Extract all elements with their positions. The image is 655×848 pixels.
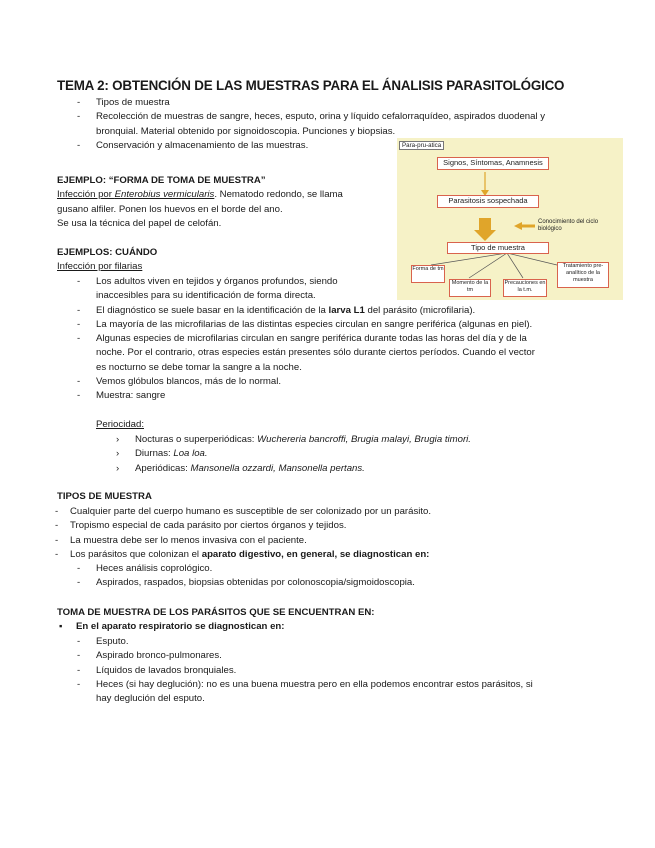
list-item: - Recolección de muestras de sangre, heces, esputo, orina y líquido cefalorraquídeo, aspirados duodenal y — [77, 111, 546, 123]
connector-line — [431, 253, 507, 265]
toma-bullet — [59, 620, 636, 634]
periocidad-section — [96, 418, 596, 432]
paragraph-line: Se usa la técnica del papel de celofán. — [57, 217, 222, 229]
list-item: - Vemos glóbulos blancos, más de lo normal. — [77, 376, 282, 388]
note-ciclo: Conocimiento del ciclo biológico — [538, 219, 599, 232]
list-item: - Aspirado bronco-pulmonares. — [77, 650, 222, 662]
list-item-continuation: bronquial. Material obtenido por signoidoscopia. Punciones y biopsias. — [96, 125, 396, 137]
list-item: - Heces análisis coprológico. — [77, 563, 213, 574]
list-item: - Los parásitos que colonizan el aparato digestivo, en general, se diagnostican en: — [55, 548, 430, 560]
leaf-momento: Momento de la tm — [449, 279, 491, 297]
list-item: › Aperiódicas: Mansonella ozzardi, Mansonella pertans. — [116, 462, 365, 474]
list-item: › Diurnas: Loa loa. — [116, 448, 208, 460]
diagnosis-diagram — [397, 138, 623, 300]
list-item: - Muestra: sangre — [77, 390, 166, 402]
leaf-precauciones: Precauciones en la t.m. — [503, 279, 547, 297]
figure-tag: Para-pru-atica — [399, 141, 444, 150]
paragraph-line: gusano alfiler. Ponen los huevos en el borde del ano. — [57, 203, 283, 215]
list-item: - La muestra debe ser lo menos invasiva con el paciente. — [55, 534, 307, 546]
side-arrow-head — [514, 222, 522, 230]
list-item: - Heces (si hay deglución): no es una buena muestra pero en ella podemos encontrar estos parásitos, si — [77, 678, 533, 690]
list-item: - Tipos de muestra — [77, 97, 170, 108]
section-heading: TOMA DE MUESTRA DE LOS PARÁSITOS QUE SE ENCUENTRAN EN: — [57, 607, 375, 618]
list-item-continuation: noche. Por el contrario, otras especies están presentes sólo durante ciertos períodos. Cuando el vector — [96, 347, 535, 359]
toma-section — [57, 606, 617, 620]
tipos-list — [55, 505, 630, 562]
section-heading: TIPOS DE MUESTRA — [57, 491, 152, 502]
cuando-section — [57, 246, 397, 275]
connector-line — [469, 253, 507, 278]
down-arrow-body — [479, 218, 491, 230]
list-item: - La mayoría de las microfilarias de las distintas especies circulan en sangre periférica (algunas en piel). — [77, 318, 533, 330]
list-item: - Algunas especies de microfilarias circulan en sangre periférica durante todas las horas del día y de la — [77, 333, 527, 345]
list-item: - El diagnóstico se suele basar en la identificación de la larva L1 del parásito (microfilaria). — [77, 304, 476, 316]
connector-line — [507, 253, 557, 265]
list-item-continuation: hay deglución del esputo. — [96, 693, 205, 705]
connector-line — [507, 253, 523, 278]
list-item: › Nocturas o superperiódicas: Wuchereria bancroffi, Brugia malayi, Brugia timori. — [116, 434, 471, 445]
box-tipo-muestra: Tipo de muestra — [447, 242, 549, 254]
page-title: TEMA 2: OBTENCIÓN DE LAS MUESTRAS PARA EL ÁNALISIS PARASITOLÓGICO — [57, 78, 565, 93]
list-item-continuation: inaccesibles para su identificación de forma directa. — [96, 290, 316, 302]
list-item: ▪ En el aparato respiratorio se diagnostican en: — [59, 621, 285, 632]
subheading: Infección por filarias — [57, 261, 143, 273]
list-item: - Conservación y almacenamiento de las muestras. — [77, 139, 309, 151]
list-item: - Los adultos viven en tejidos y órganos profundos, siendo — [77, 276, 338, 287]
tipos-section — [57, 490, 617, 504]
list-item: - Cualquier parte del cuerpo humano es susceptible de ser colonizado por un parásito. — [55, 506, 432, 517]
list-item: - Aspirados, raspados, biopsias obtenidas por colonoscopia/sigmoidoscopia. — [77, 577, 415, 589]
section-heading: EJEMPLO: “FORMA DE TOMA DE MUESTRA” — [57, 175, 266, 186]
box-parasitosis: Parasitosis sospechada — [437, 195, 539, 208]
section-heading: EJEMPLOS: CUÁNDO — [57, 247, 158, 258]
subheading: Periocidad: — [96, 419, 144, 430]
tipos-sublist — [77, 562, 616, 591]
down-arrow-head — [474, 230, 496, 241]
leaf-tratamiento: Tratamiento pre-analítico de la muestra — [557, 262, 609, 288]
box-signos: Signos, Síntomas, Anamnesis — [437, 157, 549, 170]
list-item: - Líquidos de lavados bronquiales. — [77, 664, 237, 676]
periocidad-list — [116, 433, 605, 476]
list-item: - Tropismo especial de cada parásito por ciertos órganos y tejidos. — [55, 520, 347, 532]
ejemplo-section — [57, 174, 392, 231]
list-item-continuation: es nocturno se debe tomar la sangre a la noche. — [96, 361, 302, 373]
toma-list — [77, 635, 616, 706]
leaf-forma: Forma de tm — [411, 265, 445, 283]
paragraph-line: Infección por Enterobius vermicularis. Nematodo redondo, se llama — [57, 189, 343, 201]
list-item: - Esputo. — [77, 636, 129, 647]
